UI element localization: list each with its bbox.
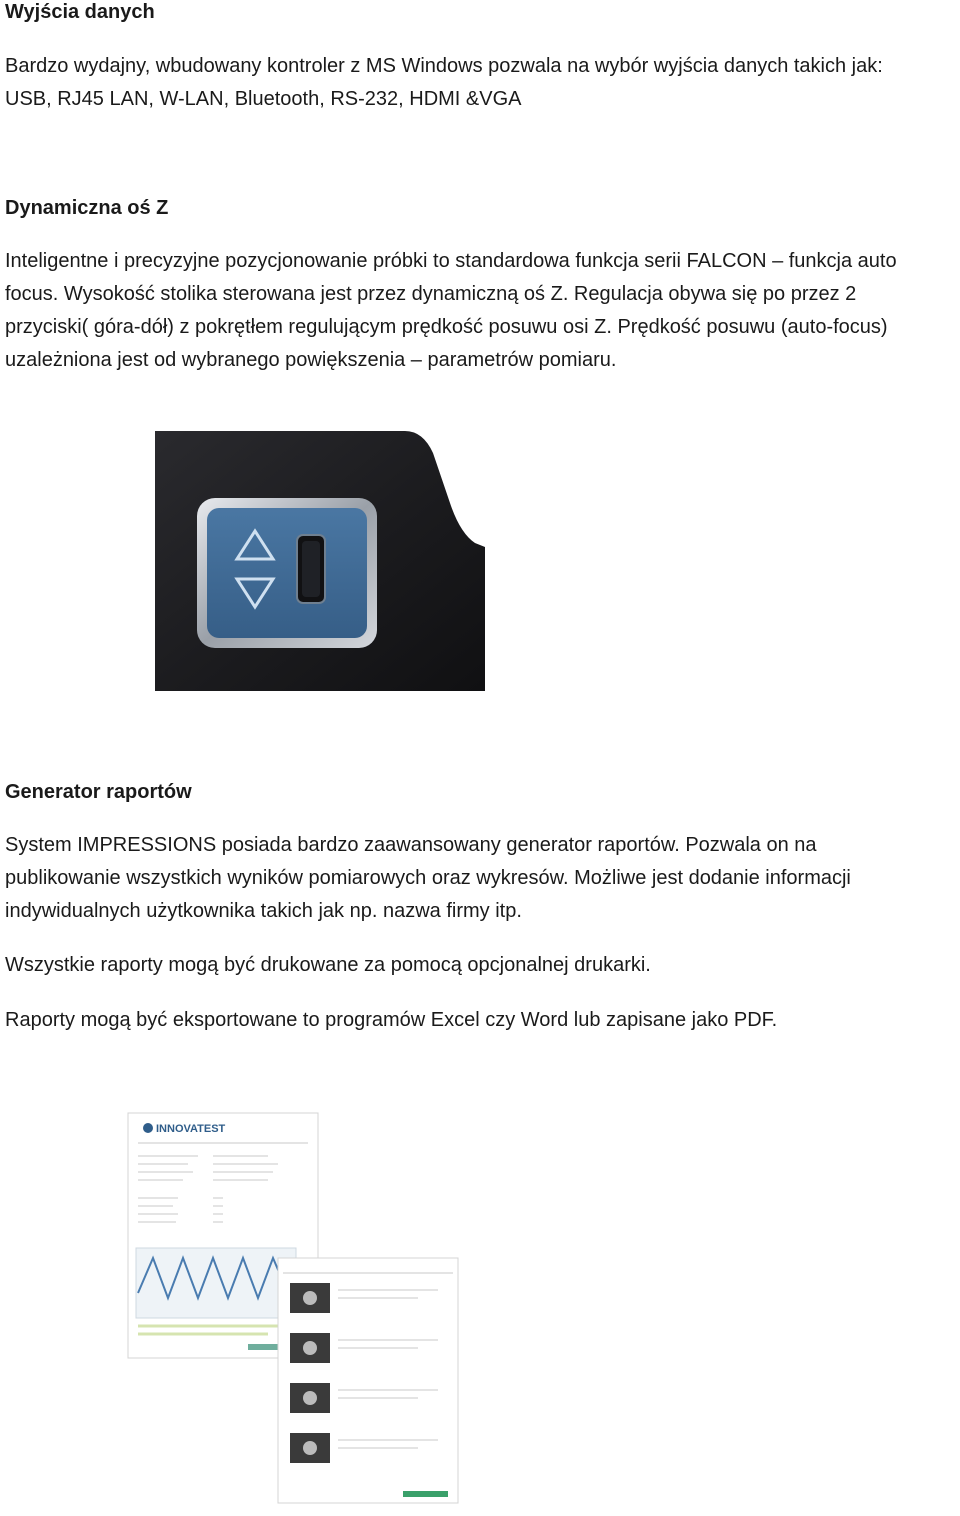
paragraph-report-generator (5, 829, 960, 928)
heading-report-generator: Generator raportów (5, 781, 192, 803)
text-line: uzależniona jest od wybranego powiększenia – parametrów pomiaru. (5, 349, 617, 371)
control-panel-shape (207, 508, 367, 638)
text-line: System IMPRESSIONS posiada bardzo zaawansowany generator raportów. Pozwala on na (5, 834, 817, 856)
paragraph-data-outputs (5, 50, 960, 116)
text-line: przyciski( góra-dół) z pokrętłem regulującym prędkość posuwu osi Z. Prędkość posuwu (auto-focus) (5, 316, 888, 338)
text-line: indywidualnych użytkownika takich jak np. nazwa firmy itp. (5, 900, 522, 922)
z-axis-controller-photo (155, 423, 485, 691)
text-line: Inteligentne i precyzyjne pozycjonowanie próbki to standardowa funkcja serii FALCON – funkcja auto (5, 250, 897, 272)
report-logo: INNOVATEST (156, 1123, 226, 1135)
heading-data-outputs: Wyjścia danych (5, 1, 155, 23)
report-sample-image (118, 1108, 468, 1508)
paragraph-printing: Wszystkie raporty mogą być drukowane za pomocą opcjonalnej drukarki. (5, 954, 651, 976)
text-line: publikowanie wszystkich wyników pomiarowych oraz wykresów. Możliwe jest dodanie informacji (5, 867, 851, 889)
text-line: USB, RJ45 LAN, W-LAN, Bluetooth, RS-232, HDMI &VGA (5, 88, 522, 110)
paragraph-dynamic-z-axis (5, 245, 960, 377)
text-line: focus. Wysokość stolika sterowana jest przez dynamiczną oś Z. Regulacja obywa się po przez 2 (5, 283, 857, 305)
paragraph-export: Raporty mogą być eksportowane to programów Excel czy Word lub zapisane jako PDF. (5, 1009, 778, 1031)
text-line: Bardzo wydajny, wbudowany kontroler z MS Windows pozwala na wybór wyjścia danych takich jak: (5, 55, 883, 77)
logo-mark-icon (143, 1123, 153, 1133)
heading-dynamic-z-axis: Dynamiczna oś Z (5, 197, 169, 219)
